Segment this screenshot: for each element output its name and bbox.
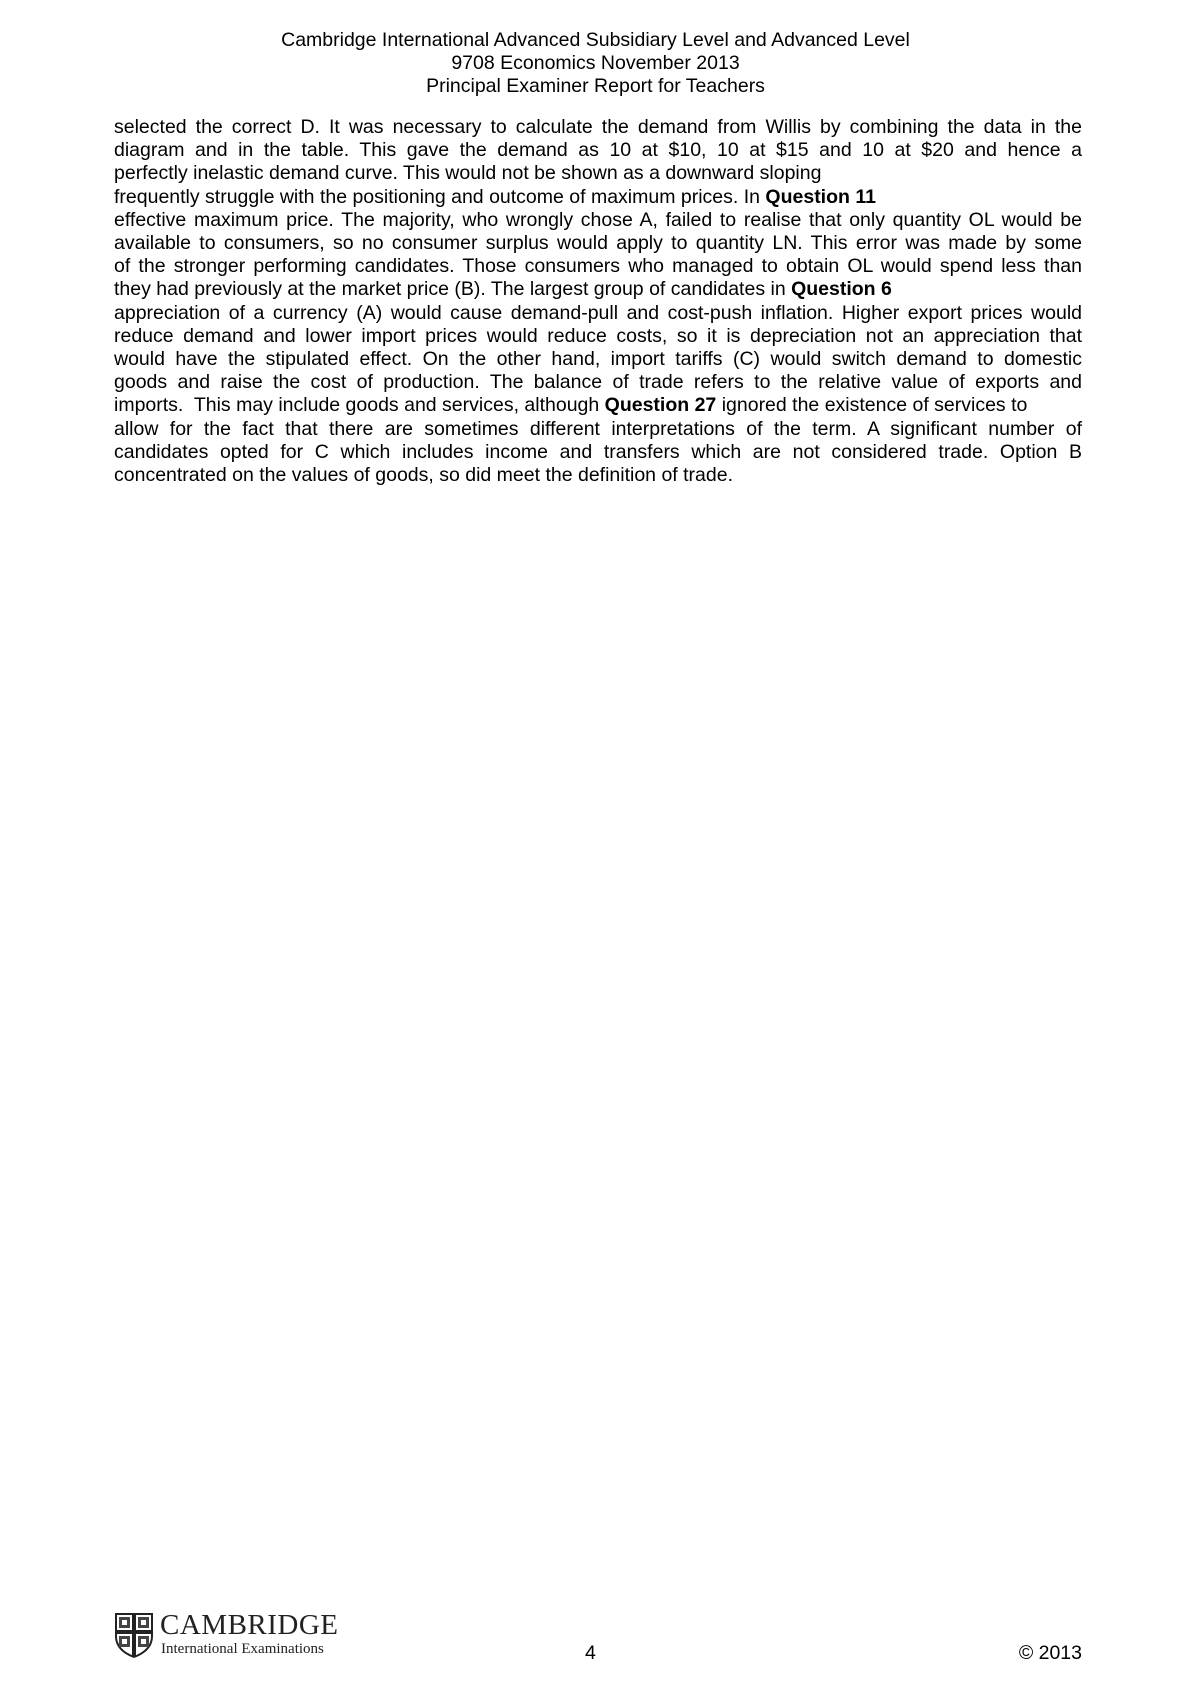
header-title: Cambridge International Advanced Subsidiary Level and Advanced Level <box>281 29 910 51</box>
question-ref: Question 11 <box>765 185 876 208</box>
page-number: 4 <box>585 1642 596 1664</box>
body-line: reduce demand and lower import prices would reduce costs, so it is depreciation not an appreciation that <box>114 324 1082 347</box>
body-line: allow for the fact that there are sometimes different interpretations of the term. A significant number of <box>114 417 1082 440</box>
cambridge-logo <box>114 1609 354 1660</box>
page-footer <box>0 1606 1191 1666</box>
body-line: they had previously at the market price (B). The largest group of candidates in Question 6 <box>114 278 892 301</box>
body-line: of the stronger performing candidates. Those consumers who managed to obtain OL would spend less than <box>114 255 1082 278</box>
body-line: goods and raise the cost of production. The balance of trade refers to the relative value of exports and <box>114 371 1082 394</box>
body-line: would have the stipulated effect. On the other hand, import tariffs (C) would switch demand to domestic <box>114 348 1082 371</box>
body-line: selected the correct D. It was necessary to calculate the demand from Willis by combining the data in the <box>114 116 1082 138</box>
body-line: candidates opted for C which includes income and transfers which are not considered trade. Option B <box>114 440 1082 463</box>
copyright-notice: © 2013 <box>1018 1642 1082 1664</box>
body-line: diagram and in the table. This gave the demand as 10 at $10, 10 at $15 and 10 at $20 and hence a <box>114 139 1082 162</box>
logo-wordmark: CAMBRIDGE <box>160 1609 339 1641</box>
body-line: frequently struggle with the positioning and outcome of maximum prices. In Question 11 <box>114 185 876 208</box>
body-line: effective maximum price. The majority, who wrongly chose A, failed to realise that only quantity OL would be <box>114 208 1082 231</box>
logo-subtitle: International Examinations <box>161 1641 324 1657</box>
question-ref: Question 6 <box>791 278 892 301</box>
crest-icon <box>114 1612 154 1658</box>
page-header <box>0 29 1191 98</box>
body-line: perfectly inelastic demand curve. This would not be shown as a downward sloping <box>114 162 822 185</box>
body-line: available to consumers, so no consumer surplus would apply to quantity LN. This error was made by some <box>114 232 1082 255</box>
body-line: imports. This may include goods and services, although Question 27 ignored the existence of services to <box>114 394 1028 417</box>
report-body <box>114 116 1082 487</box>
question-ref: Question 27 <box>604 394 717 417</box>
header-report-type: Principal Examiner Report for Teachers <box>426 75 765 97</box>
header-subject: 9708 Economics November 2013 <box>451 52 740 74</box>
body-line: concentrated on the values of goods, so did meet the definition of trade. <box>114 464 733 487</box>
body-line: appreciation of a currency (A) would cause demand-pull and cost-push inflation. Higher export prices would <box>114 301 1082 324</box>
